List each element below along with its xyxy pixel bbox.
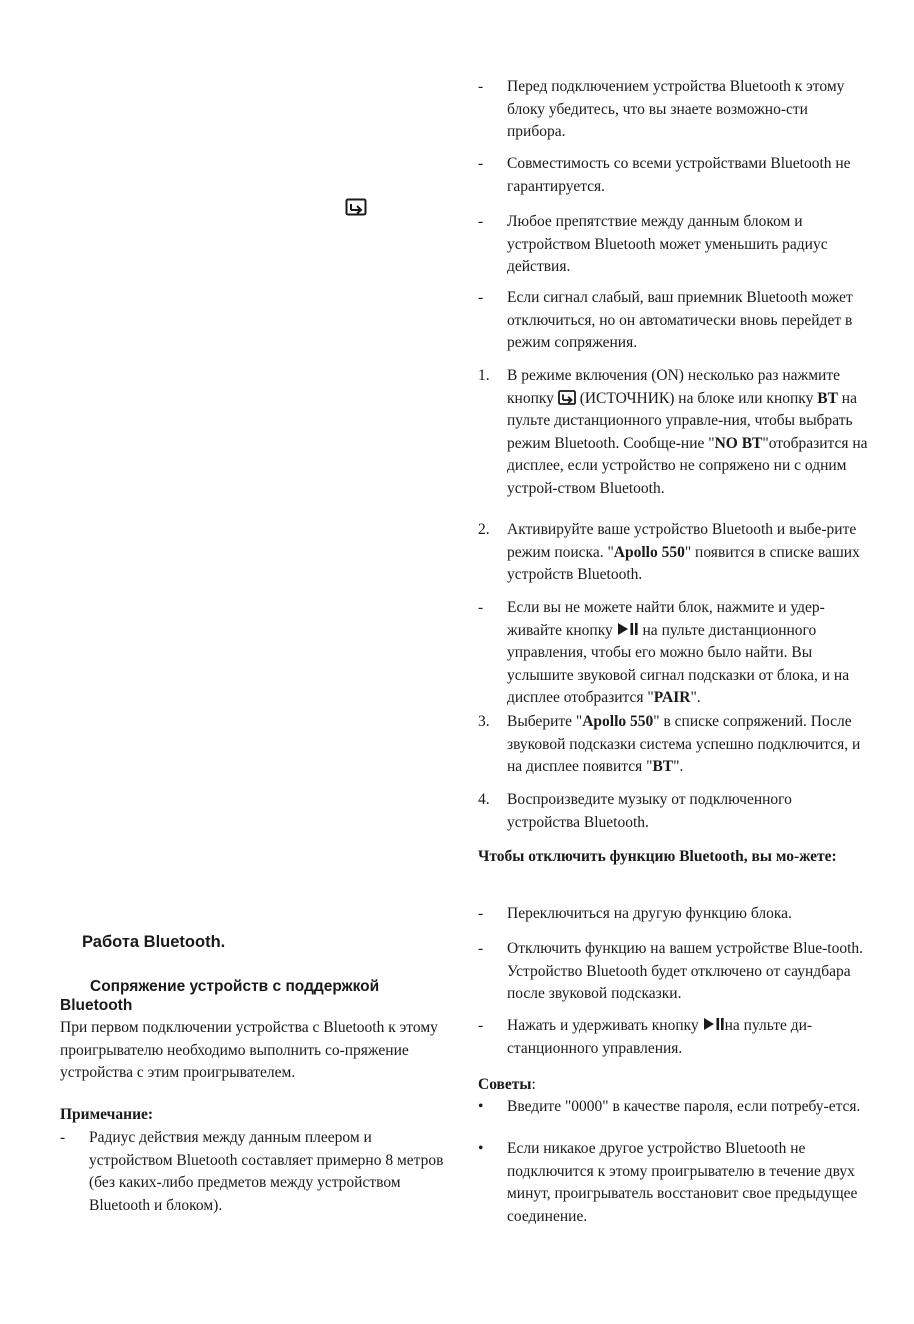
text-run: на пульте ди-станционного управления.: [507, 1017, 813, 1057]
step-number: 4.: [478, 791, 490, 808]
display-message: NO BT: [714, 434, 763, 452]
source-input-icon: [558, 390, 576, 405]
bullet-marker: •: [478, 1098, 484, 1115]
device-name: Apollo 550: [613, 543, 685, 561]
text-run: на пульте дистанционного управления, чтобы его можно было найти. Вы услышите звуковой сигнал подсказки от блока, и на дисплее отобразится ": [507, 621, 850, 706]
tip-item: [478, 1138, 868, 1228]
text-run: Если вы не можете найти блок, нажмите и удер-живайте кнопку: [507, 599, 825, 639]
step-3: [478, 711, 868, 779]
step-2-text: [507, 519, 868, 587]
tips-heading-line: [478, 1074, 858, 1097]
text-run: " появится в списке ваших устройств Bluetooth.: [507, 543, 860, 583]
list-item-text: Если сигнал слабый, ваш приемник Bluetooth может отключиться, но он автоматически вновь перейдет в режим сопряжения.: [507, 289, 853, 351]
text-run: на пульте дистанционного управле-ния, чтобы выбрать режим Bluetooth. Сообще-ние ": [507, 389, 857, 452]
list-item-text: Переключиться на другую функцию блока.: [507, 905, 792, 922]
step-number: 2.: [478, 521, 490, 538]
intro-paragraph: При первом подключении устройства с Bluetooth к этому проигрывателю необходимо выполнить со-пряжение устройства с этим проигрывателем.: [60, 1019, 438, 1081]
list-marker: -: [478, 599, 484, 616]
list-item-text: [507, 1015, 868, 1060]
tips-heading: Советы: [478, 1076, 532, 1093]
text-run: ".: [673, 758, 684, 775]
step-number: 3.: [478, 713, 490, 730]
list-marker: -: [478, 155, 484, 172]
bullet-marker: •: [478, 1140, 484, 1157]
play-pause-icon: [703, 1017, 725, 1031]
list-marker: -: [478, 940, 484, 957]
step-2: [478, 519, 868, 587]
note-item: [60, 1127, 450, 1217]
note-text: Радиус действия между данным плеером и устройством Bluetooth составляет примерно 8 метров (без каких-либо предметов между устройством Bluetooth и блоком).: [89, 1129, 444, 1214]
text-run: Нажать и удерживать кнопку: [507, 1017, 703, 1034]
device-name: Apollo 550: [582, 713, 654, 730]
list-item: [478, 597, 868, 710]
list-marker: -: [478, 78, 484, 95]
text-run: В режиме включения (ON) несколько раз нажмите кнопку: [507, 367, 841, 407]
list-item: [478, 211, 868, 279]
display-message: PAIR: [653, 689, 691, 706]
step-3-text: [507, 711, 868, 779]
list-marker: -: [478, 1017, 484, 1034]
list-item: [478, 287, 868, 355]
list-item: [478, 153, 868, 198]
list-item: [478, 938, 868, 1006]
tip-text: Если никакое другое устройство Bluetooth не подключится к этому проигрывателю в течение двух минут, проигрыватель восстановит свое предыдущее соединение.: [507, 1140, 858, 1225]
list-marker: -: [478, 289, 484, 306]
list-marker: -: [478, 213, 484, 230]
text-run: Активируйте ваше устройство Bluetooth и выбе-рите режим поиска. ": [507, 521, 857, 561]
text-run: ".: [690, 689, 701, 706]
list-item-text: [507, 597, 868, 710]
list-item: [478, 903, 868, 926]
step-4-text: Воспроизведите музыку от подключенного устройства Bluetooth.: [507, 791, 792, 831]
step-1-text: [507, 365, 868, 500]
text-run: " в списке сопряжений. После звуковой подсказки система успешно подключится, и на дисплее появится ": [507, 713, 861, 775]
list-item-text: Совместимость со всеми устройствами Bluetooth не гарантируется.: [507, 155, 851, 195]
list-item: [478, 1015, 868, 1060]
step-1: [478, 365, 868, 500]
section-title: Работа Bluetooth.: [82, 933, 226, 951]
list-item: [478, 76, 868, 144]
list-marker: -: [478, 905, 484, 922]
list-item-text: Отключить функцию на вашем устройстве Blue-tooth. Устройство Bluetooth будет отключено от саундбара после звуковой подсказки.: [507, 940, 864, 1002]
text-run: :: [531, 1076, 536, 1093]
bt-button-label: BT: [817, 389, 838, 407]
list-item-text: Любое препятствие между данным блоком и устройством Bluetooth может уменьшить радиус действия.: [507, 213, 828, 275]
display-message: BT: [652, 758, 674, 775]
subsection-title: Сопряжение устройств с поддержкой Bluetooth: [60, 978, 380, 1014]
text-run: Выберите ": [507, 713, 583, 730]
text-run: (ИСТОЧНИК) на блоке или кнопку: [575, 389, 818, 407]
source-input-icon: [345, 198, 367, 216]
disable-heading: Чтобы отключить функцию Bluetooth, вы мо-жете:: [478, 848, 837, 865]
play-pause-icon: [617, 622, 639, 636]
list-item-text: Перед подключением устройства Bluetooth к этому блоку убедитесь, что вы знаете возможно-сти прибора.: [507, 78, 845, 140]
text-run: "отобразится на дисплее, если устройство не сопряжено ни с одним устрой-ством Bluetooth.: [507, 434, 868, 497]
list-marker: -: [60, 1129, 66, 1146]
step-number: 1.: [478, 367, 490, 384]
step-4: [478, 789, 868, 834]
tip-text: Введите "0000" в качестве пароля, если потребу-ется.: [507, 1098, 861, 1115]
note-heading: Примечание:: [60, 1106, 154, 1123]
tip-item: [478, 1096, 868, 1119]
